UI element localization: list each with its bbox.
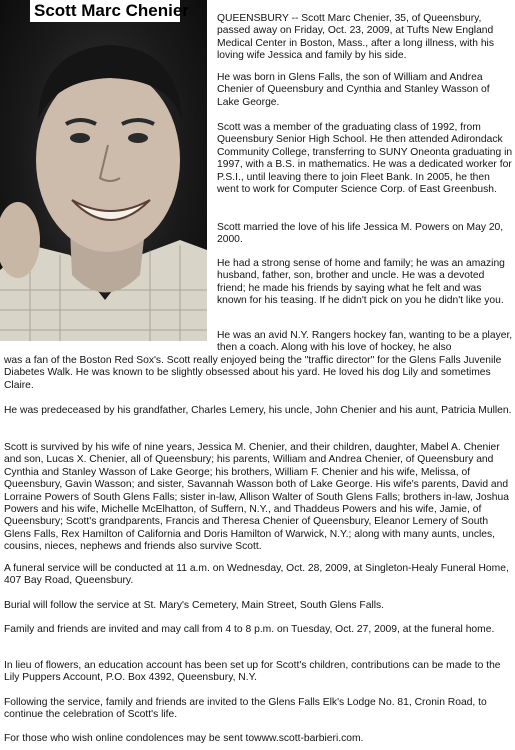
paragraph-intro: QUEENSBURY -- Scott Marc Chenier, 35, of Queensbury, passed away on Friday, Oct. 23, 2009, at Tufts New England Medical Center in Boston, Mass., after a long illness, with his loving wife Jessica and family by his side.	[217, 13, 494, 62]
paragraph-survived: Scott is survived by his wife of nine years, Jessica M. Chenier, and their children, daughter, Mabel A. Chenier and son, Lucas X. Chenier, all of Queensbury; his parents, William and Andrea Chenier, of Queensbury and Cynthia and Stanley Wasson of Lake George; his brothers, William F. Chenier and his wife, Melissa, of Queensbury, Gavin Wasson; and sister, Savannah Wasson both of Lake George. His wife's parents, David and Lorraine Powers of South Glens Falls; sister in-law, Allison Walter of South Glens Falls; brothers in-law, Joshua Powers and his wife, Michelle McElhatton, of Suffern, N.Y., and Thaddeus Powers and his wife, Jamie, of Queensbury; Scott's grandparents, Francis and Theresa Chenier of Queensbury, Eleanor Lemery of South Glens Falls, Rex Hamilton of California and Doris Hamilton of Warwick, N.Y.; along with many aunts, uncles, cousins, nieces, nephews and friends also survive Scott.	[4, 442, 509, 553]
paragraph-family: He had a strong sense of home and family; he was an amazing husband, father, son, brother and uncle. He was a devoted friend; he made his friends by saying what he felt and was known for his teasing. If he didn't pick on you he didn't like you.	[217, 258, 505, 307]
paragraph-calling-hours: Family and friends are invited and may call from 4 to 8 p.m. on Tuesday, Oct. 27, 2009, at the funeral home.	[4, 624, 495, 635]
paragraph-burial: Burial will follow the service at St. Mary's Cemetery, Main Street, South Glens Falls.	[4, 600, 385, 611]
paragraph-donations: In lieu of flowers, an education account has been set up for Scott's children, contributions can be made to the Lily Puppers Account, P.O. Box 4392, Queensbury, N.Y.	[4, 660, 501, 684]
paragraph-birth: He was born in Glens Falls, the son of William and Andrea Chenier of Queensbury and Cynthia and Stanley Wasson of Lake George.	[217, 72, 490, 108]
paragraph-celebration: Following the service, family and friends are invited to the Glens Falls Elk's Lodge No. 81, Cronin Road, to continue the celebration of Scott's life.	[4, 697, 487, 721]
paragraph-condolences: For those who wish online condolences may be sent towww.scott-barbieri.com.	[4, 733, 364, 744]
paragraph-funeral: A funeral service will be conducted at 11 a.m. on Wednesday, Oct. 28, 2009, at Singleton-Healy Funeral Home, 407 Bay Road, Queensbury.	[4, 563, 509, 587]
heading: Scott Marc Chenier	[30, 0, 180, 22]
portrait-illustration	[0, 0, 207, 341]
paragraph-predeceased: He was predeceased by his grandfather, Charles Lemery, his uncle, John Chenier and his aunt, Patricia Mullen.	[4, 405, 512, 416]
paragraph-marriage: Scott married the love of his life Jessica M. Powers on May 20, 2000.	[217, 222, 504, 246]
paragraph-education: Scott was a member of the graduating class of 1992, from Queensbury Senior High School. He then attended Adirondack Community College, transferring to SUNY Oneonta graduating in 1997, with a B.S. in mathematics. He was a dedicated worker for P.S.I., until leaving there to join Fleet Bank. In 2005, he then went to work for Computer Science Corp. of East Greenbush.	[217, 122, 513, 196]
paragraph-hobbies: was a fan of the Boston Red Sox's. Scott really enjoyed being the "traffic director" for the Glens Falls Juvenile Diabetes Walk. He was known to be slightly obsessed about his yard. He loved his dog Lily and sometimes Claire.	[4, 355, 502, 391]
paragraph-hockey: He was an avid N.Y. Rangers hockey fan, wanting to be a player, then a coach. Along with his love of hockey, he also	[217, 330, 513, 354]
portrait-photo	[0, 0, 207, 341]
